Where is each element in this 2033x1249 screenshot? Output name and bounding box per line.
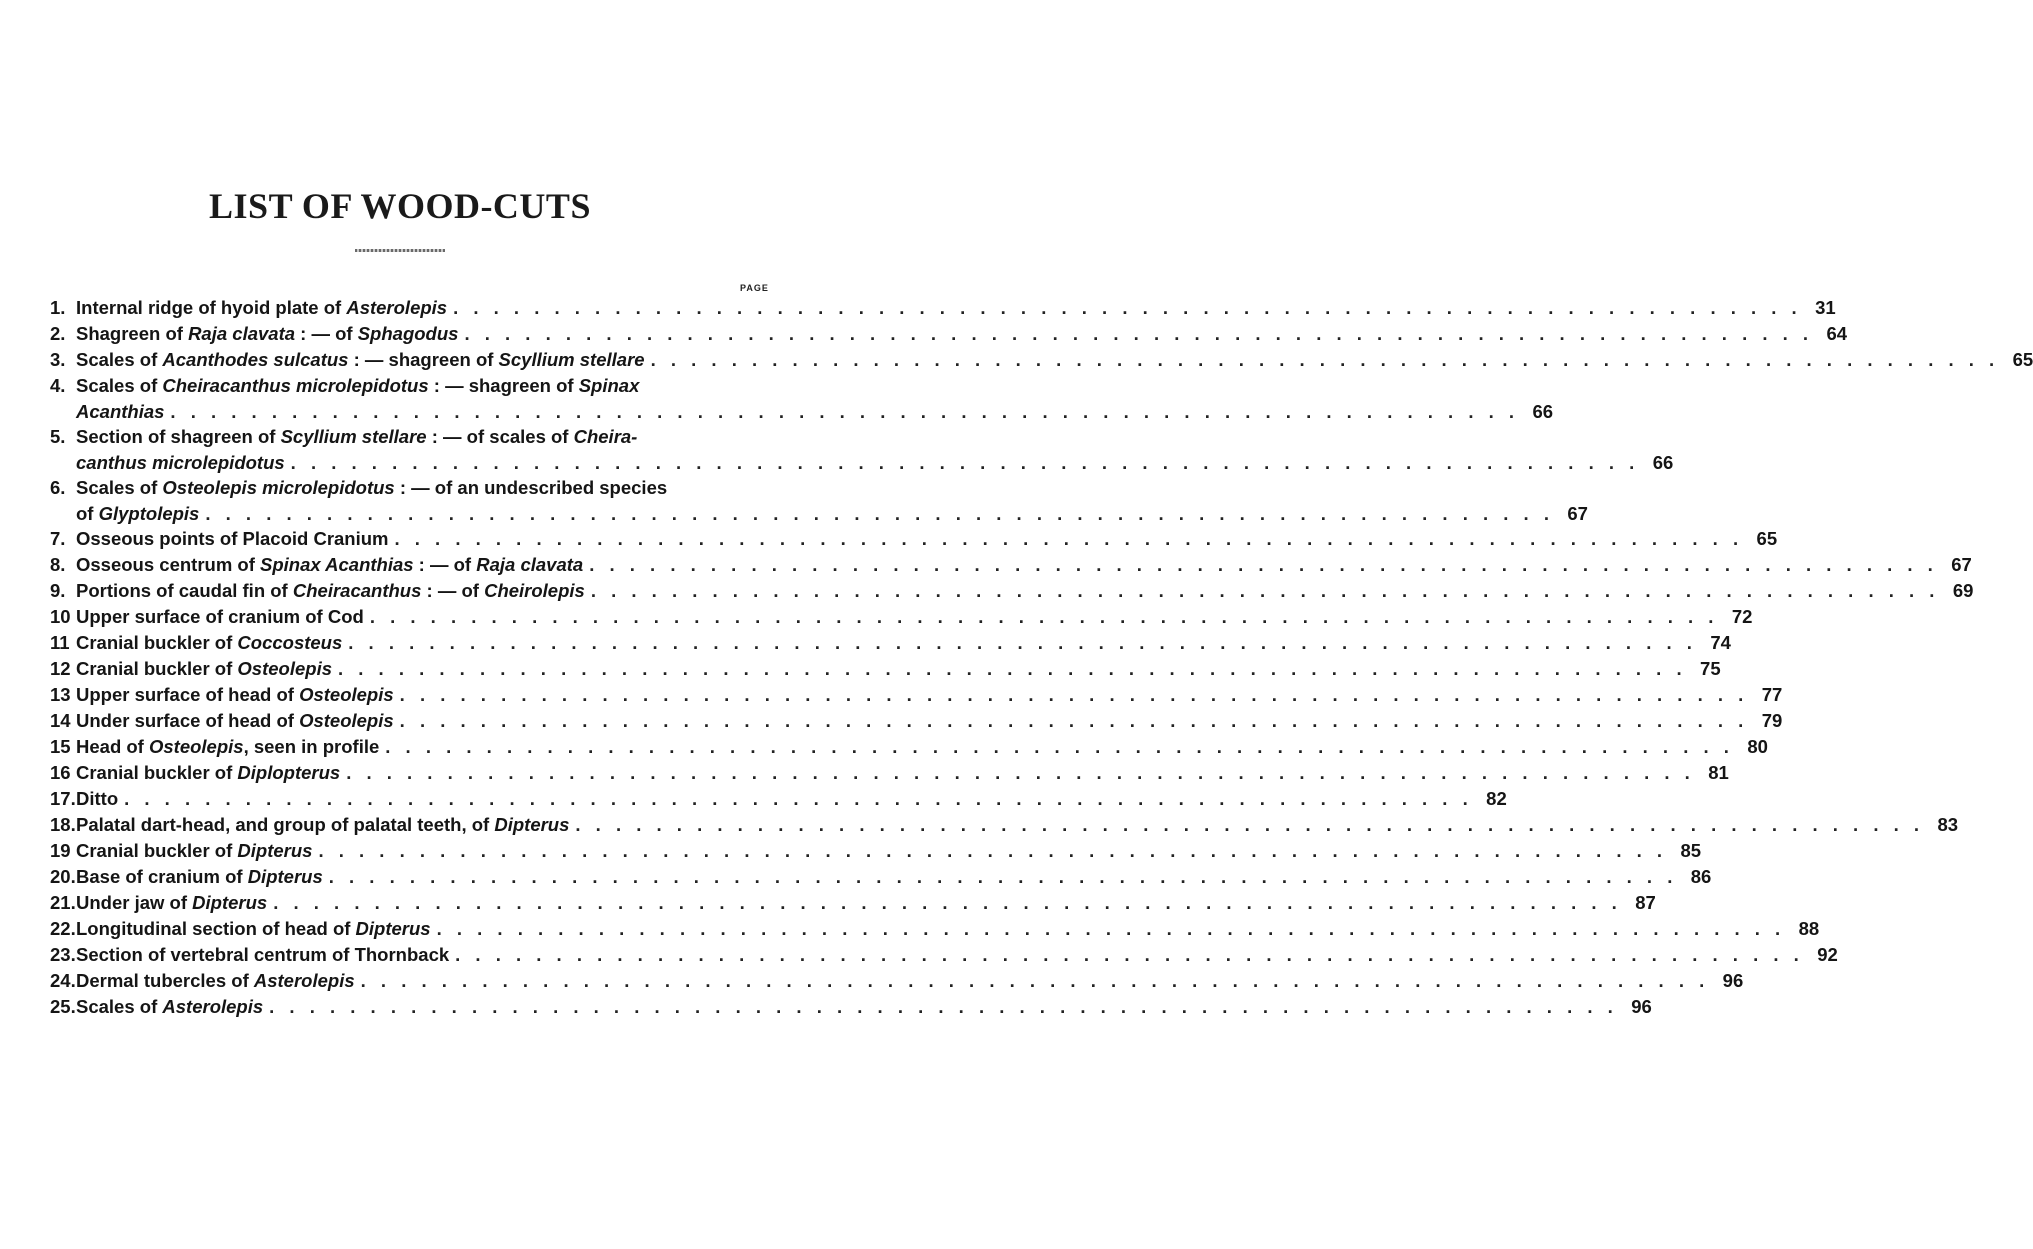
dot-leader	[645, 347, 2000, 373]
caption-segment: Internal ridge of hyoid plate of	[76, 297, 347, 318]
list-item-number: 5.	[50, 426, 66, 447]
caption-italic-segment: Dipterus	[237, 840, 313, 861]
list-item-caption	[76, 373, 639, 399]
caption-italic-segment: Cheira-	[573, 426, 638, 447]
caption-segment: : — shagreen of	[428, 375, 579, 396]
list-item-number: 1.	[50, 297, 66, 318]
list-item-page-number: 96	[1722, 970, 1744, 991]
dot-leader	[569, 812, 1924, 838]
list-item-caption	[76, 968, 355, 994]
list-item-number: 16	[50, 762, 71, 783]
caption-segment: Osseous centrum of	[76, 554, 261, 575]
caption-segment: Scales of	[76, 375, 163, 396]
list-item-number: 21.	[50, 892, 76, 913]
caption-italic-segment: Asterolepis	[162, 996, 264, 1017]
list-item-caption	[76, 734, 379, 760]
caption-segment: Cranial buckler of	[76, 762, 238, 783]
list-item-number: 2.	[50, 323, 66, 344]
dot-leader	[364, 604, 1719, 630]
list-item-page-number: 88	[1798, 918, 1820, 939]
dot-leader	[323, 864, 1678, 890]
list-item-number: 10	[50, 606, 71, 627]
caption-segment: : — of scales of	[426, 426, 574, 447]
caption-italic-segment: Osteolepis	[299, 684, 394, 705]
caption-segment: , seen in profile	[243, 736, 380, 757]
caption-italic-segment: Asterolepis	[253, 970, 355, 991]
list-item-line	[50, 295, 1836, 321]
caption-italic-segment: Spinax Acanthias	[260, 554, 414, 575]
caption-segment: Ditto	[76, 788, 119, 809]
decorative-rule	[355, 249, 445, 252]
list-item	[50, 373, 1554, 425]
list-item-line	[50, 682, 1783, 708]
list-item-caption	[76, 604, 364, 630]
list-item-page-number: 65	[2012, 349, 2033, 370]
dot-leader	[431, 916, 1786, 942]
list-item-caption	[76, 786, 118, 812]
dot-leader	[340, 760, 1695, 786]
list-item-page-number: 83	[1937, 814, 1959, 835]
list-item-page-number: 69	[1952, 580, 1974, 601]
caption-segment: Shagreen of	[76, 323, 189, 344]
list-item	[50, 424, 1674, 476]
list-item-number: 20.	[50, 866, 76, 887]
list-item-line	[50, 656, 1721, 682]
list-item-caption	[76, 475, 667, 501]
list-item	[50, 321, 1848, 347]
list-item-caption	[50, 501, 199, 527]
list-item-number: 12	[50, 658, 71, 679]
list-item-number: 13	[50, 684, 71, 705]
list-item-caption	[76, 682, 394, 708]
caption-italic-segment: Diplopterus	[237, 762, 341, 783]
caption-segment: Base of cranium of	[76, 866, 248, 887]
list-item	[50, 916, 1820, 942]
list-item-number: 9.	[50, 580, 66, 601]
list-item-line	[50, 347, 2033, 373]
list-item	[50, 864, 1712, 890]
dot-leader	[585, 578, 1940, 604]
dot-leader	[312, 838, 1667, 864]
caption-segment: Under surface of head of	[76, 710, 300, 731]
list-item-number: 17.	[50, 788, 76, 809]
list-item-line	[50, 812, 1959, 838]
list-item-page-number: 66	[1532, 401, 1554, 422]
list-item	[50, 526, 1778, 552]
caption-segment: Scales of	[76, 349, 163, 370]
list-item	[50, 968, 1744, 994]
page-title: LIST OF WOOD-CUTS	[209, 186, 591, 226]
list-item-line	[50, 321, 1848, 347]
list-item-page-number: 72	[1731, 606, 1753, 627]
caption-segment: Osseous points of Placoid Cranium	[76, 528, 389, 549]
list-item-caption	[76, 890, 267, 916]
list-item-caption	[76, 347, 645, 373]
list-item-caption	[76, 656, 332, 682]
caption-italic-segment: Glyptolepis	[98, 503, 200, 524]
caption-italic-segment: Acanthodes sulcatus	[162, 349, 349, 370]
list-item-number: 18.	[50, 814, 76, 835]
list-item-line	[50, 864, 1712, 890]
caption-segment: Portions of caudal fin of	[76, 580, 293, 601]
list-item-caption	[76, 526, 389, 552]
list-item-caption	[76, 942, 449, 968]
caption-segment: : — of an undescribed species	[394, 477, 668, 498]
list-item	[50, 838, 1702, 864]
list-item-page-number: 86	[1690, 866, 1712, 887]
list-item	[50, 812, 1959, 838]
caption-italic-segment: Scyllium stellare	[498, 349, 645, 370]
list-item	[50, 604, 1753, 630]
caption-italic-segment: Cheirolepis	[484, 580, 585, 601]
dot-leader	[118, 786, 1473, 812]
list-item-caption	[76, 864, 323, 890]
list-item-caption	[76, 630, 342, 656]
list-item-number: 6.	[50, 477, 66, 498]
list-item-page-number: 74	[1710, 632, 1731, 653]
caption-italic-segment: Osteolepis	[148, 736, 244, 757]
caption-italic-segment: Cheiracanthus	[292, 580, 422, 601]
caption-segment: Section of shagreen of	[76, 426, 281, 447]
list-item-number: 4.	[50, 375, 66, 396]
list-item-page-number: 64	[1826, 323, 1848, 344]
caption-italic-segment: Dipterus	[192, 892, 268, 913]
list-item-line	[50, 916, 1820, 942]
caption-italic-segment: Dipterus	[355, 918, 431, 939]
caption-segment: Upper surface of head of	[76, 684, 300, 705]
list-item-line	[50, 526, 1778, 552]
caption-italic-segment: Dipterus	[494, 814, 570, 835]
list-item-line	[50, 501, 1588, 527]
list-item-page-number: 81	[1708, 762, 1729, 783]
list-item-line	[50, 786, 1507, 812]
caption-segment: : — of	[421, 580, 485, 601]
caption-segment: : — shagreen of	[348, 349, 499, 370]
list-item-page-number: 92	[1817, 944, 1838, 965]
list-item	[50, 578, 1974, 604]
dot-leader	[394, 708, 1749, 734]
caption-italic-segment: Spinax	[578, 375, 640, 396]
list-item-line	[50, 424, 765, 450]
list-item-line	[50, 838, 1702, 864]
list-item-number: 7.	[50, 528, 66, 549]
page-column-header: PAGE	[740, 283, 769, 293]
caption-segment: Palatal dart-head, and group of palatal teeth, of	[76, 814, 495, 835]
caption-segment: Head of	[76, 736, 149, 757]
caption-italic-segment: Asterolepis	[346, 297, 448, 318]
caption-italic-segment: canthus microlepidotus	[76, 452, 285, 473]
list-item-page-number: 82	[1486, 788, 1507, 809]
list-item	[50, 656, 1721, 682]
caption-italic-segment: Coccosteus	[237, 632, 343, 653]
list-item	[50, 682, 1783, 708]
list-item-page-number: 31	[1815, 297, 1836, 318]
list-item-caption	[76, 578, 585, 604]
list-item-page-number: 67	[1567, 503, 1588, 524]
dot-leader	[355, 968, 1710, 994]
list-item-caption	[76, 424, 637, 450]
list-item-number: 11	[50, 632, 70, 653]
list-item	[50, 475, 1588, 527]
list-item-caption	[76, 812, 569, 838]
dot-leader	[263, 994, 1618, 1020]
list-item-caption	[76, 760, 340, 786]
list-item-number: 25.	[50, 996, 76, 1017]
list-item-line	[50, 604, 1753, 630]
dot-leader	[449, 942, 1804, 968]
caption-segment: : — of	[413, 554, 477, 575]
caption-italic-segment: Cheiracanthus microlepidotus	[162, 375, 429, 396]
list-item-line	[50, 994, 1652, 1020]
list-item-line	[50, 399, 1554, 425]
dot-leader	[394, 682, 1749, 708]
list-item	[50, 942, 1838, 968]
caption-segment: Scales of	[76, 477, 163, 498]
list-item-caption	[76, 916, 431, 942]
list-item-caption	[76, 552, 583, 578]
list-item-page-number: 75	[1700, 658, 1721, 679]
list-item-page-number: 66	[1652, 452, 1674, 473]
caption-italic-segment: Osteolepis	[237, 658, 332, 679]
dot-leader	[447, 295, 1802, 321]
list-item-number: 23.	[50, 944, 76, 965]
list-item-caption	[50, 450, 285, 476]
list-item-line	[50, 630, 1731, 656]
caption-segment: Scales of	[76, 996, 163, 1017]
list-item-caption	[76, 994, 263, 1020]
dot-leader	[332, 656, 1687, 682]
dot-leader	[164, 399, 1519, 425]
caption-segment: Longitudinal section of head of	[76, 918, 356, 939]
list-item-number: 15	[50, 736, 71, 757]
list-item	[50, 630, 1731, 656]
list-item-line	[50, 760, 1729, 786]
list-item-page-number: 96	[1631, 996, 1652, 1017]
list-item-line	[50, 968, 1744, 994]
list-item-line	[50, 373, 765, 399]
list-item-line	[50, 708, 1783, 734]
caption-italic-segment: Raja clavata	[188, 323, 296, 344]
list-item-number: 22.	[50, 918, 76, 939]
list-item-page-number: 85	[1680, 840, 1702, 861]
caption-segment: Dermal tubercles of	[76, 970, 254, 991]
dot-leader	[583, 552, 1938, 578]
caption-italic-segment: Raja clavata	[476, 554, 584, 575]
list-item-caption	[76, 295, 447, 321]
caption-italic-segment: Scyllium stellare	[280, 426, 427, 447]
list-item-number: 3.	[50, 349, 66, 370]
list-item	[50, 760, 1729, 786]
dot-leader	[199, 501, 1554, 527]
list-item-page-number: 80	[1747, 736, 1768, 757]
list-item-line	[50, 552, 1972, 578]
list-item-number: 8.	[50, 554, 66, 575]
list-item-caption	[76, 838, 312, 864]
caption-segment: Cranial buckler of	[76, 632, 238, 653]
caption-segment: Cranial buckler of	[76, 658, 238, 679]
list-item-line	[50, 890, 1656, 916]
caption-segment: Upper surface of cranium of Cod	[76, 606, 364, 627]
caption-segment: : — of	[295, 323, 358, 344]
list-item-page-number: 87	[1635, 892, 1656, 913]
list-item-line	[50, 734, 1768, 760]
list-item	[50, 552, 1972, 578]
dot-leader	[379, 734, 1734, 760]
list-item	[50, 708, 1783, 734]
list-item-line	[50, 475, 765, 501]
list-item	[50, 786, 1507, 812]
list-item-page-number: 65	[1756, 528, 1778, 549]
list-item	[50, 734, 1768, 760]
list-item-number: 19	[50, 840, 71, 861]
list-item-number: 14	[50, 710, 71, 731]
caption-segment: of	[76, 503, 99, 524]
list-item-page-number: 77	[1761, 684, 1783, 705]
caption-italic-segment: Acanthias	[76, 401, 165, 422]
list-item	[50, 295, 1836, 321]
caption-italic-segment: Osteolepis	[299, 710, 394, 731]
list-item-line	[50, 578, 1974, 604]
list-item-page-number: 67	[1951, 554, 1972, 575]
list-item-caption	[76, 321, 458, 347]
caption-segment: Section of vertebral centrum of Thornback	[76, 944, 450, 965]
dot-leader	[342, 630, 1697, 656]
list-item-line	[50, 942, 1838, 968]
list-item-page-number: 79	[1761, 710, 1783, 731]
list-item	[50, 347, 2033, 373]
list-item	[50, 994, 1652, 1020]
list-item-caption	[76, 708, 394, 734]
dot-leader	[458, 321, 1813, 347]
caption-italic-segment: Osteolepis microlepidotus	[162, 477, 395, 498]
caption-italic-segment: Dipterus	[247, 866, 323, 887]
list-item-line	[50, 450, 1674, 476]
caption-segment: Under jaw of	[76, 892, 193, 913]
caption-segment: Cranial buckler of	[76, 840, 238, 861]
list-item	[50, 890, 1656, 916]
dot-leader	[285, 450, 1640, 476]
caption-italic-segment: Sphagodus	[357, 323, 459, 344]
list-item-caption	[50, 399, 164, 425]
dot-leader	[389, 526, 1744, 552]
dot-leader	[267, 890, 1622, 916]
list-item-number: 24.	[50, 970, 76, 991]
